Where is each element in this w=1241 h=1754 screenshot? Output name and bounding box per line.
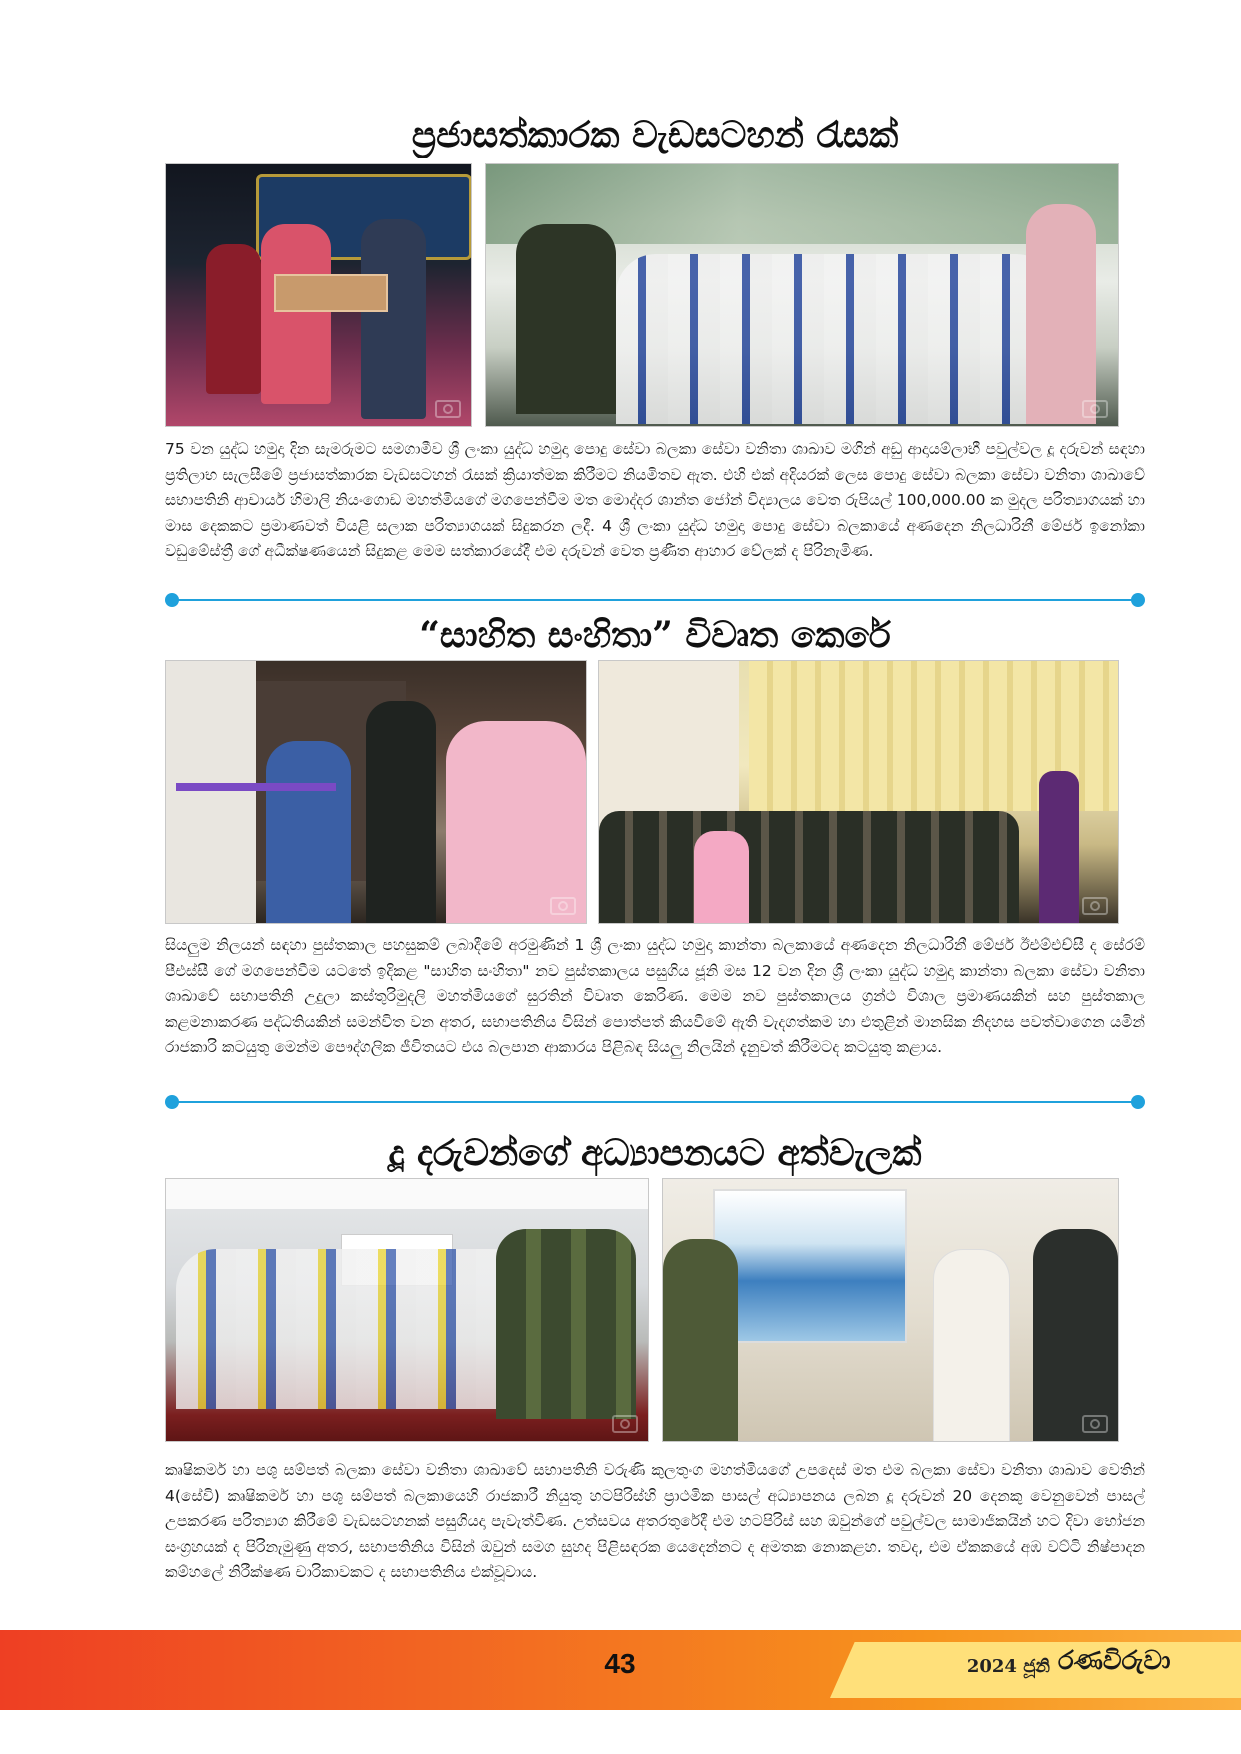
photo-icon: [550, 895, 576, 915]
photo-icon: [1082, 398, 1108, 418]
section-2-photo-library-audience: [598, 660, 1119, 924]
photo-icon: [1082, 895, 1108, 915]
section-1-heading: ප්‍රජාසත්කාරක වැඩසටහන් රැසක්: [411, 114, 899, 156]
issue-date: 2024 ජූනි: [966, 1656, 1050, 1677]
section-1-photo-group-school-children: [485, 163, 1119, 427]
magazine-logo: රණවිරුවා: [1058, 1646, 1171, 1676]
photo-icon: [435, 398, 461, 418]
photo-icon: [1082, 1413, 1108, 1433]
section-2-photo-ribbon-cutting: [165, 660, 587, 924]
section-1-paragraph: 75 වන යුද්ධ හමුදා දින සැමරුමට සමගාමීව ශ්‍රී ලංකා යුද්ධ හමුදා පොදු සේවා බලකා සේවා වනිතා ශාඛාව මගින් අඩු ආදායම්ලාභී පවුල්වල දූ දරුවන් සඳහා ප්‍රතිලාභ සැලසීමේ ප්‍රජාසත්කාරක වැඩසටහන් රැසක් ක්‍රියාත්මක කිරීමට නියමිතව ඇත. එහි එක් අදියරක් ලෙස පොදු සේවා බලකා සේවා වනිතා ශාඛාවේ සභාපතිනි ආචාර්ය හිමාලි නියංගොඩ මහත්මියගේ මගපෙන්වීම මත මොද්දර ශාන්ත ජෝන් විද්‍යාලය වෙත රුපියල් 100,000.00 ක මුදල පරිත්‍යාගයක් හා මාස දෙකකට ප්‍රමාණවත් වියළි සලාක පරිත්‍යාගයක් සිදුකරන ලදී. 4 ශ්‍රී ලංකා යුද්ධ හමුදා පොදු සේවා බලකායේ අණදෙන නිලධාරිනී මේජර් ඉනෝකා වඩුමේස්ත්‍රී ගේ අධීක්ෂණයෙන් සිදුකළ මෙම සත්කාරයේදී එම දරුවන් වෙත ප්‍රණීත ආහාර වේලක් ද පිරිනැමිණ.: [165, 440, 1145, 561]
section-3-photo-children-with-soldiers: [165, 1178, 649, 1442]
section-3-heading: දූ දරුවන්ගේ අධ්‍යාපනයට අත්වැලක්: [388, 1132, 922, 1174]
section-divider-2: [165, 1095, 1145, 1109]
section-1-photo-award-presentation: [165, 163, 472, 427]
section-2-heading: “සාහිත සංහිතා” විවෘත කෙරේ: [419, 614, 891, 656]
section-divider-1: [165, 593, 1145, 607]
page-number: 43: [604, 1648, 636, 1679]
section-2-paragraph: සියලුම නිලයන් සඳහා පුස්තකාල පහසුකම් ලබාදීමේ අරමුණින් 1 ශ්‍රී ලංකා යුද්ධ හමුදා කාන්තා බලකායේ අණදෙන නිලධාරිනී මේජර් ඊඑම්එච්සී ද සේරම් පීඑස්සී ගේ මගපෙන්වීම යටතේ ඉදිකළ "සාහිත සංහිතා" නව පුස්තකාලය පසුගිය ජූනි මස 12 වන දින ශ්‍රී ලංකා යුද්ධ හමුදා කාන්තා බලකා සේවා වනිතා ශාඛාවේ සභාපතිනි උදුලා කස්තුරිමුදලි මහත්මියගේ සුරතින් විවෘත කෙරිණ. මෙම නව පුස්තකාලය ග්‍රන්ථ විශාල ප්‍රමාණයකින් සහ පුස්තකාල කළමනාකරණ පද්ධතියකින් සමන්විත වන අතර, සභාපතිනිය විසින් පොත්පත් කියවීමේ ඇති වැදගත්කම හා එතුළින් මානසික නිදහස පවත්වාගෙන යමින් රාජකාරි කටයුතු මෙන්ම පෞද්ගලික ජීවිතයට එය බලපාන ආකාරය පිළිබඳ සියලු නිලයින් දැනුවත් කිරීමටද කටයුතු කළාය.: [165, 936, 1145, 1057]
section-3-photo-poster-inspection: [662, 1178, 1119, 1442]
section-3-paragraph: කෘෂිකර්ම හා පශු සම්පත් බලකා සේවා වනිතා ශාඛාවේ සභාපතිනි වරුණි කුලතුංග මහත්මියගේ උපදෙස් මත එම බලකා සේවා වනිතා ශාඛාව වෙතින් 4(සේවි) කෘෂිකර්ම හා පශු සම්පත් බලකායෙහි රාජකාරී නියුතු හටපිරිස්හි ප්‍රාථමික පාසල් අධ්‍යාපනය ලබන දූ දරුවන් 20 දෙනකු වෙනුවෙන් පාසල් උපකරණ පරිත්‍යාග කිරීමේ වැඩසටහනක් පසුගියදා පැවැත්විණ. උත්සවය අතරතුරේදී එම හටපිරිස් සහ ඔවුන්ගේ පවුල්වල සාමාජිකයින් හට දිවා භෝජන සංග්‍රහයක් ද පිරිනැමුණු අතර, සභාපතිනිය විසින් ඔවුන් සමග සුහද පිළිසඳරක යෙදෙන්නට ද අමතක නොකළහ. තවද, එම ඒකකයේ අඹ වට්ටි නිෂ්පාදන කම්හලේ නිරීක්ෂණ චාරිකාවකට ද සභාපතිනිය එක්වූවාය.: [165, 1461, 1145, 1582]
photo-icon: [612, 1413, 638, 1433]
